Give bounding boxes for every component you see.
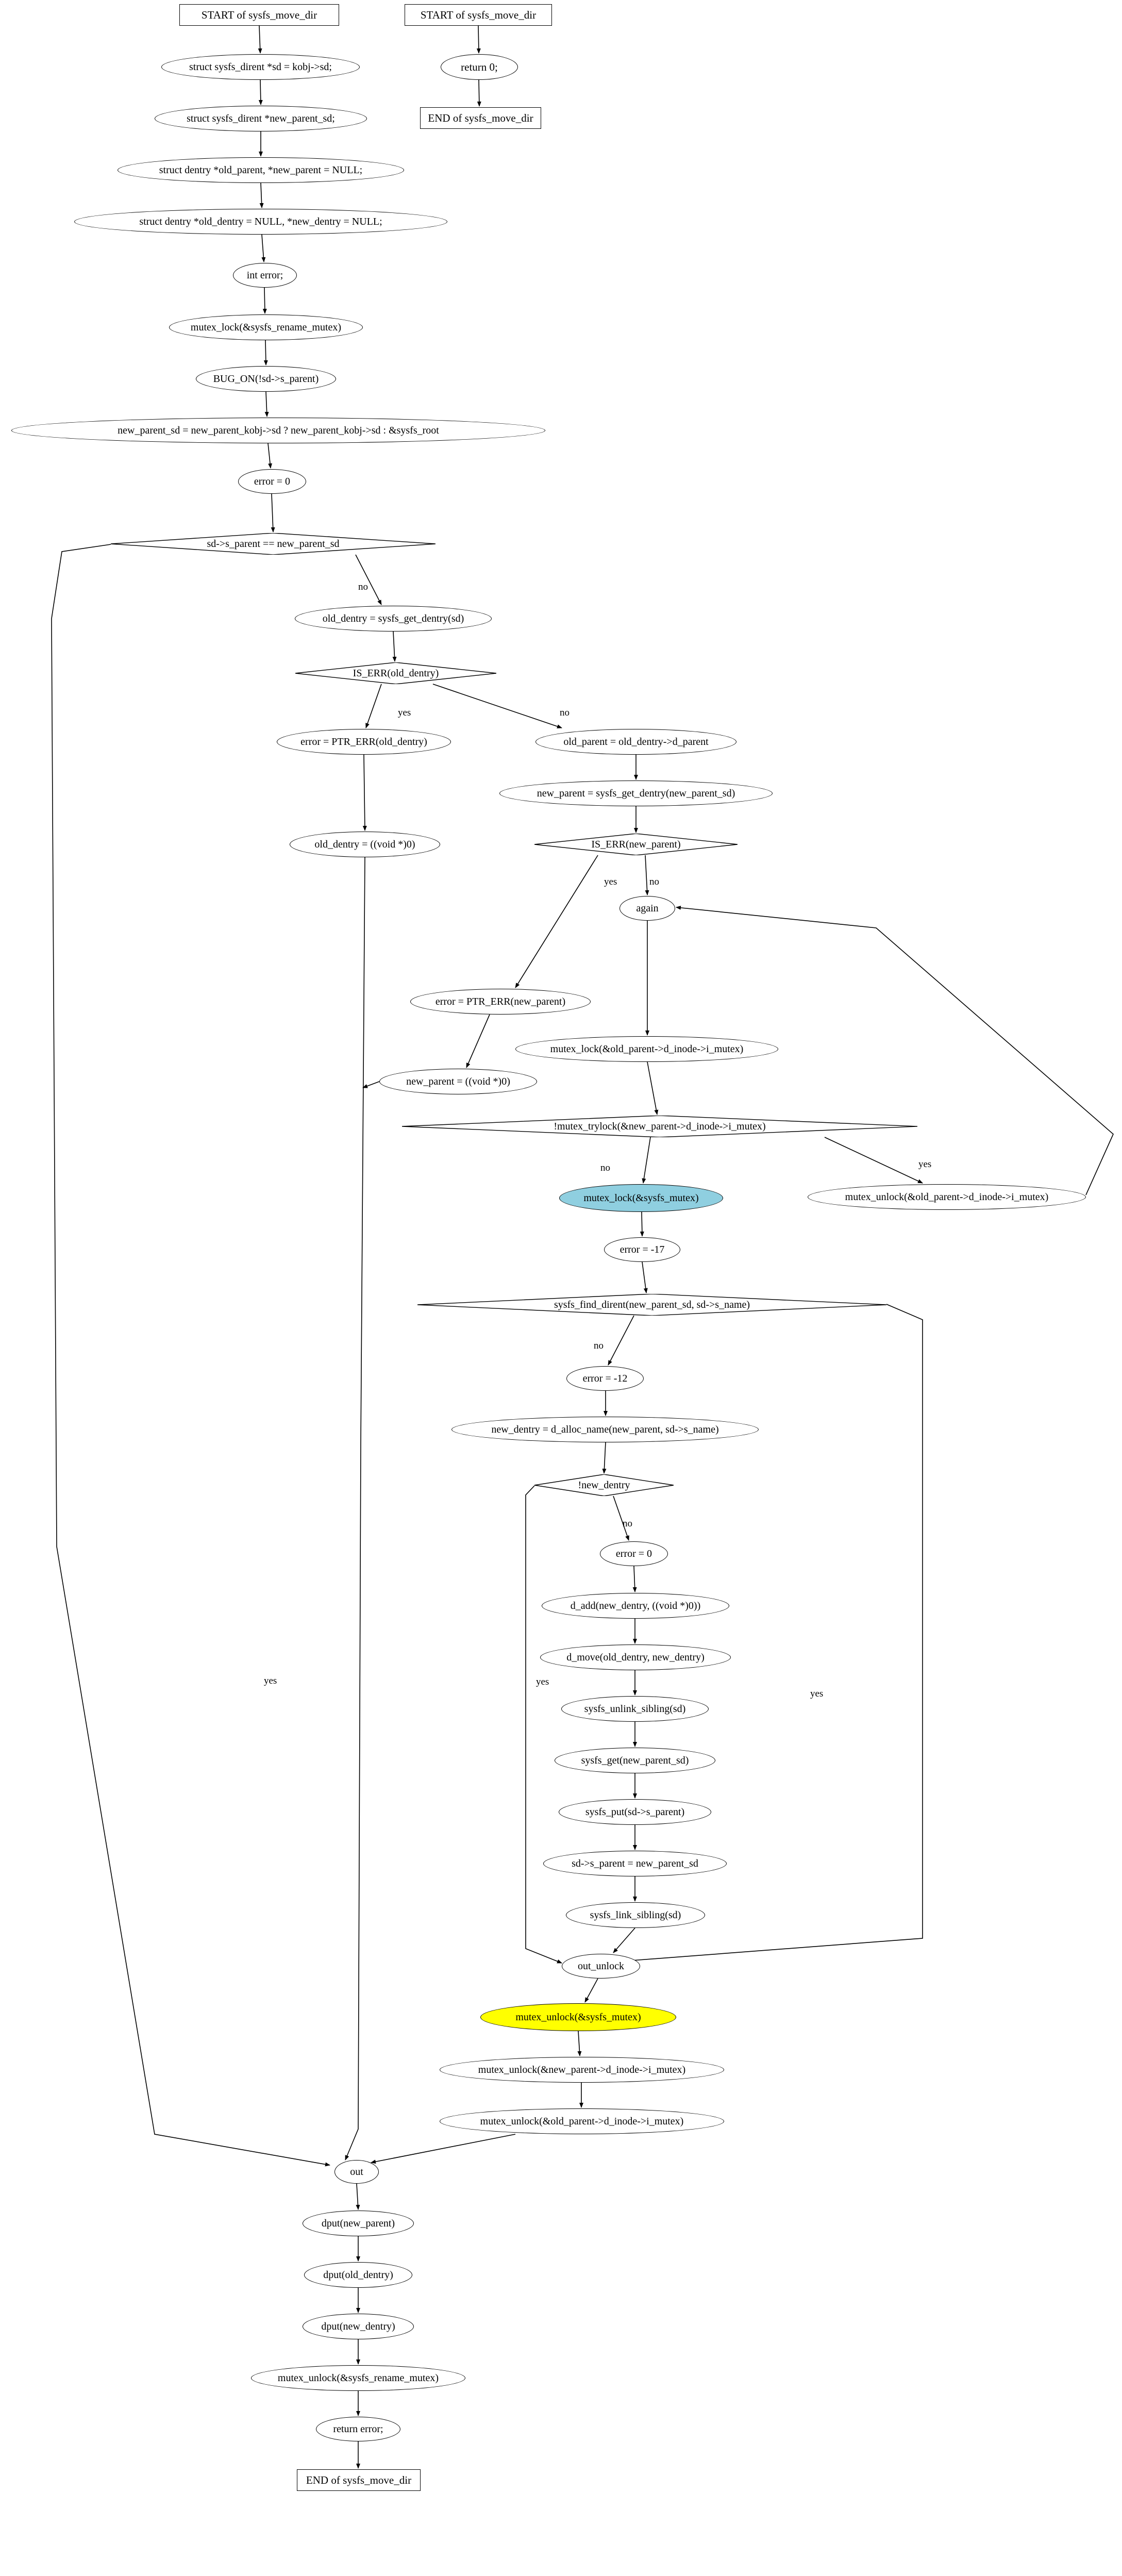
node-d3[interactable] [534,834,738,855]
node-label: IS_ERR(new_parent) [591,838,681,850]
node-n21[interactable] [604,1237,680,1262]
node-label: again [636,902,659,914]
edge-label: yes [398,707,411,718]
node-label: mutex_unlock(&old_parent->d_inode->i_mutex) [480,2115,684,2127]
node-label: new_parent_sd = new_parent_kobj->sd ? new_parent_kobj->sd : &sysfs_root [118,424,439,436]
node-start2[interactable] [405,4,552,26]
edge-label: no [600,1162,610,1173]
node-label: START of sysfs_move_dir [420,8,537,21]
node-n15[interactable] [619,896,675,921]
node-n4[interactable] [74,209,447,235]
node-n20[interactable] [808,1184,1086,1210]
node-n29[interactable] [559,1799,711,1825]
node-label: out [350,2166,363,2178]
node-label: mutex_unlock(&old_parent->d_inode->i_mutex) [845,1191,1049,1203]
node-label: out_unlock [578,1960,624,1972]
node-n3[interactable] [118,157,404,183]
edge-label: yes [264,1675,277,1686]
node-label: d_move(old_dentry, new_dentry) [566,1651,705,1663]
node-d4[interactable] [402,1116,917,1137]
node-label: sd->s_parent == new_parent_sd [207,538,340,550]
node-label: START of sysfs_move_dir [201,8,317,21]
node-label: mutex_lock(&old_parent->d_inode->i_mutex) [550,1043,744,1055]
node-d5[interactable] [417,1294,886,1316]
node-label: struct sysfs_dirent *new_parent_sd; [187,112,335,124]
node-label: return 0; [461,60,498,73]
node-n32[interactable] [562,1954,640,1979]
node-d2[interactable] [295,662,496,684]
node-label: int error; [246,269,283,281]
node-n33[interactable] [480,2003,676,2031]
node-label: mutex_unlock(&sysfs_rename_mutex) [277,2372,439,2384]
node-label: new_parent = sysfs_get_dentry(new_parent_sd) [537,787,735,799]
node-label: END of sysfs_move_dir [428,111,533,124]
node-label: sysfs_link_sibling(sd) [590,1909,681,1921]
node-label: BUG_ON(!sd->s_parent) [213,373,319,385]
node-n34[interactable] [440,2057,724,2083]
node-n25[interactable] [542,1593,729,1619]
edge-label: yes [810,1688,824,1699]
node-end2[interactable] [420,107,541,129]
node-n1[interactable] [161,54,360,80]
node-label: END of sysfs_move_dir [306,2473,412,2486]
node-n23[interactable] [451,1417,759,1442]
edge-label: no [649,876,659,887]
node-n18[interactable] [379,1069,537,1094]
node-start1[interactable] [179,4,339,26]
node-n28[interactable] [555,1748,715,1773]
node-label: error = PTR_ERR(new_parent) [435,995,566,1007]
node-label: mutex_lock(&sysfs_mutex) [583,1192,699,1204]
node-n2[interactable] [155,106,367,131]
node-n35[interactable] [440,2108,724,2134]
node-label: return error; [333,2423,383,2435]
node-label: dput(old_dentry) [323,2269,393,2281]
node-label: old_parent = old_dentry->d_parent [563,736,709,747]
edge-label: yes [604,876,617,887]
node-label: mutex_unlock(&new_parent->d_inode->i_mutex) [478,2064,686,2075]
node-label: IS_ERR(old_dentry) [353,667,439,679]
node-n30[interactable] [543,1851,727,1876]
node-label: sysfs_find_dirent(new_parent_sd, sd->s_name) [554,1299,750,1310]
node-n11[interactable] [277,729,451,755]
node-n7[interactable] [196,366,336,392]
node-d6[interactable] [534,1474,674,1496]
node-n19[interactable] [559,1184,723,1212]
node-label: error = PTR_ERR(old_dentry) [300,736,427,747]
node-n40[interactable] [251,2365,465,2391]
node-label: old_dentry = sysfs_get_dentry(sd) [322,612,464,624]
node-label: new_dentry = d_alloc_name(new_parent, sd->s_name) [491,1423,719,1435]
node-label: error = -17 [619,1243,665,1255]
node-label: old_dentry = ((void *)0) [314,838,415,850]
edge-label: yes [918,1159,932,1170]
node-ret0[interactable] [441,54,518,80]
node-n9[interactable] [238,469,306,494]
node-n5[interactable] [233,263,297,288]
node-d1[interactable] [111,533,436,555]
node-n31[interactable] [566,1902,705,1928]
node-n6[interactable] [169,314,363,340]
node-n16[interactable] [410,989,591,1015]
node-end1[interactable] [297,2469,421,2491]
node-n8[interactable] [11,418,545,443]
edge-label: no [623,1518,632,1529]
node-label: !new_dentry [578,1479,630,1491]
node-label: mutex_unlock(&sysfs_mutex) [515,2011,641,2023]
node-label: !mutex_trylock(&new_parent->d_inode->i_mutex) [554,1120,766,1132]
node-label: sysfs_get(new_parent_sd) [581,1754,689,1766]
node-n39[interactable] [303,2314,414,2339]
node-label: struct dentry *old_parent, *new_parent = NULL; [159,164,363,176]
edge-label: yes [536,1676,549,1687]
node-n27[interactable] [561,1696,709,1722]
node-n22[interactable] [566,1366,644,1391]
node-label: mutex_lock(&sysfs_rename_mutex) [190,321,342,333]
node-label: error = 0 [615,1548,652,1559]
node-label: d_add(new_dentry, ((void *)0)) [570,1600,701,1611]
node-n10[interactable] [295,606,492,631]
node-n13[interactable] [290,832,440,857]
node-n12[interactable] [535,729,736,755]
node-n24[interactable] [600,1541,668,1566]
edge-label: no [594,1340,604,1351]
node-label: struct dentry *old_dentry = NULL, *new_dentry = NULL; [139,215,382,227]
node-label: dput(new_dentry) [321,2320,395,2332]
node-label: error = 0 [254,475,291,487]
node-label: sd->s_parent = new_parent_sd [572,1857,698,1869]
node-label: new_parent = ((void *)0) [406,1075,510,1087]
node-n37[interactable] [303,2211,414,2236]
node-label: dput(new_parent) [321,2217,395,2229]
node-n17[interactable] [515,1036,778,1062]
node-n36[interactable] [334,2160,379,2184]
edge-label: no [560,707,570,718]
node-n14[interactable] [499,780,773,806]
node-label: struct sysfs_dirent *sd = kobj->sd; [189,61,332,73]
node-n41[interactable] [316,2417,400,2441]
node-label: sysfs_put(sd->s_parent) [585,1806,685,1818]
node-n26[interactable] [540,1644,731,1670]
node-n38[interactable] [304,2262,412,2288]
node-label: sysfs_unlink_sibling(sd) [584,1703,686,1715]
node-label: error = -12 [582,1372,628,1384]
edge-label: no [358,581,368,592]
